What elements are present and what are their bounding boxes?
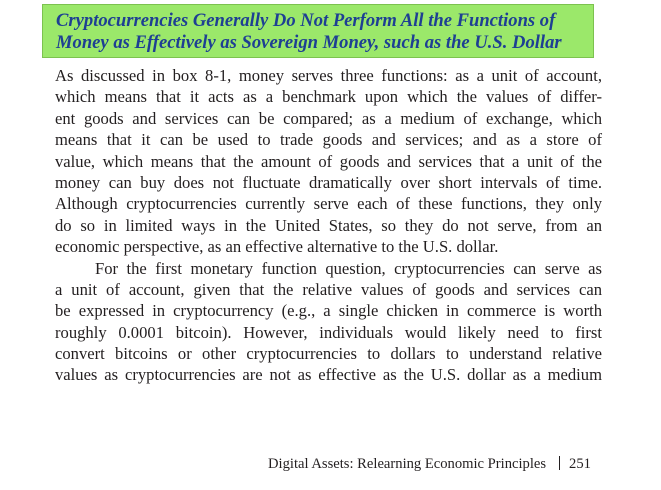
body-line: money can buy does not fluctuate dramatically over short intervals of time. xyxy=(55,172,602,192)
section-heading-box xyxy=(42,4,594,58)
body-line: economic perspective, as an effective alternative to the U.S. dollar. xyxy=(55,237,499,257)
body-text xyxy=(55,65,602,386)
body-line: For the first monetary function question, cryptocurrencies can serve as xyxy=(95,258,602,278)
body-line: means that it can be used to trade goods and services; and as a store of xyxy=(55,130,602,150)
body-line: do so in limited ways in the United States, so they do not serve, from an xyxy=(55,215,602,235)
body-line: convert bitcoins or other cryptocurrencies to dollars to understand relative xyxy=(55,344,602,364)
body-line: value, which means that the amount of goods and services that a unit of the xyxy=(55,151,602,171)
section-heading-line-2: Money as Effectively as Sovereign Money, such as the U.S. Dollar xyxy=(56,32,562,53)
body-line: ent goods and services can be compared; as a medium of exchange, which xyxy=(55,108,602,128)
page-number: 251 xyxy=(569,456,591,472)
body-line: which means that it acts as a benchmark upon which the values of differ- xyxy=(55,87,602,107)
footer-separator xyxy=(559,456,560,470)
body-line: values as cryptocurrencies are not as effective as the U.S. dollar as a medium xyxy=(55,365,602,385)
body-line: a unit of account, given that the relative values of goods and services can xyxy=(55,279,602,299)
body-line: roughly 0.0001 bitcoin). However, individuals would likely need to first xyxy=(55,322,602,342)
body-line: Although cryptocurrencies currently serve each of these functions, they only xyxy=(55,194,602,214)
body-line: be expressed in cryptocurrency (e.g., a single chicken in commerce is worth xyxy=(55,301,602,321)
section-heading-line-1: Cryptocurrencies Generally Do Not Perform All the Functions of xyxy=(56,10,556,31)
running-title: Digital Assets: Relearning Economic Principles xyxy=(268,456,547,472)
page-footer xyxy=(268,455,591,473)
body-line: As discussed in box 8-1, money serves three functions: as a unit of account, xyxy=(55,66,602,85)
